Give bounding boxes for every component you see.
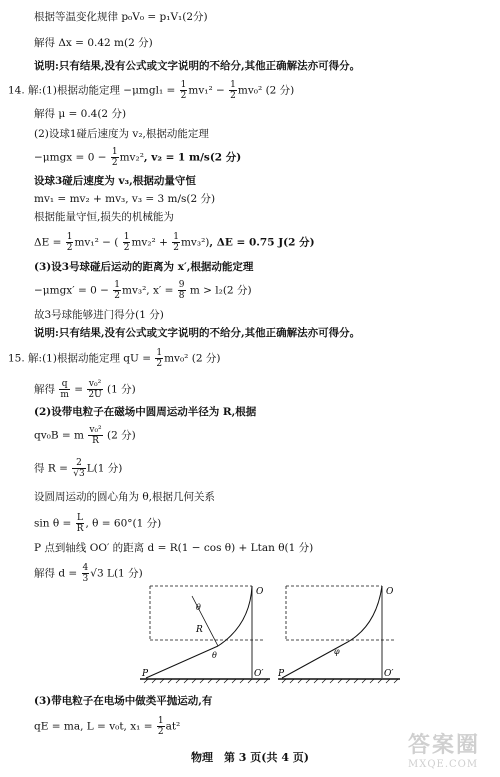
label-o: O bbox=[256, 587, 264, 597]
expr-x-eq: , x′ = bbox=[146, 284, 174, 297]
q15-line-1-suffix: (2 分) bbox=[191, 352, 221, 365]
q15-line-1 bbox=[8, 348, 220, 369]
frac-half-h bbox=[155, 348, 163, 369]
frac-num: 1 bbox=[230, 80, 236, 90]
frac-num: 1 bbox=[114, 280, 120, 290]
q15-line-9-prefix: 解得 d = bbox=[34, 567, 78, 580]
frac-v0sq-over-2u bbox=[87, 379, 102, 400]
frac-den: 2 bbox=[66, 243, 73, 253]
q15-line-9 bbox=[34, 563, 143, 584]
q15-line-1-prefix: 15. 解:(1)根据动能定理 qU = bbox=[8, 352, 151, 365]
label-p: P bbox=[278, 669, 285, 679]
text-note-2: 说明:只有结果,没有公式或文字说明的不给分,其他正确解法亦可得分。 bbox=[34, 327, 361, 339]
frac-half-i bbox=[157, 716, 165, 737]
frac-num: q bbox=[59, 379, 70, 390]
q15-line-8: P 点到轴线 OO′ 的距离 d = R(1 − cos θ) + Ltan θ(1 分) bbox=[34, 542, 314, 554]
frac-num: 2 bbox=[72, 458, 85, 469]
frac-den: 2 bbox=[114, 291, 120, 301]
label-p: P bbox=[142, 669, 149, 679]
q14-line-8-prefix: ΔE = bbox=[34, 236, 62, 249]
page-footer: 物理 第 3 页(共 4 页) bbox=[190, 751, 310, 764]
frac-q-over-m bbox=[59, 379, 70, 400]
frac-den: 8 bbox=[178, 291, 185, 301]
q15-line-10: (3)带电粒子在电场中做类平抛运动,有 bbox=[34, 695, 213, 707]
frac-den: 2 bbox=[173, 243, 179, 253]
q15-line-9-suffix: √3 L(1 分) bbox=[90, 567, 143, 580]
frac-half-a bbox=[180, 80, 188, 101]
frac-num: L bbox=[77, 513, 84, 523]
frac-v0sq-over-r bbox=[88, 425, 102, 446]
expr-mv2sq: mv₂² bbox=[119, 151, 144, 164]
frac-num: 9 bbox=[178, 280, 185, 290]
frac-num: v₀² bbox=[89, 425, 102, 435]
watermark-line-2: MXQE.COM bbox=[408, 759, 479, 770]
q15-line-11 bbox=[34, 716, 180, 737]
frac-num: v₀² bbox=[88, 379, 102, 389]
trajectory-straight bbox=[146, 646, 218, 678]
frac-half-f bbox=[172, 232, 180, 253]
expr-mv2sq: mv₂² bbox=[131, 236, 156, 249]
figure-magnetic-field bbox=[140, 580, 270, 688]
frac-nine-eighths bbox=[178, 280, 186, 301]
watermark-logo bbox=[408, 728, 498, 774]
q14-line-3: (2)设球1碰后速度为 v₂,根据动能定理 bbox=[34, 128, 209, 140]
frac-num: 4 bbox=[82, 563, 89, 573]
frac-den: 2 bbox=[180, 91, 187, 101]
frac-half-d bbox=[66, 232, 74, 253]
frac-half-g bbox=[113, 280, 121, 301]
q15-line-5-prefix: 得 R = bbox=[34, 462, 68, 475]
frac-num: 1 bbox=[123, 232, 130, 242]
frac-den: 2U bbox=[88, 390, 102, 400]
frac-num: 1 bbox=[157, 716, 164, 726]
label-o: O bbox=[386, 587, 394, 597]
q14-line-4-prefix: −μmgx = 0 − bbox=[34, 151, 107, 164]
frac-den: R bbox=[92, 436, 99, 446]
q14-line-8-suffix: , ΔE = 0.75 J(2 分) bbox=[209, 236, 315, 249]
q14-line-10 bbox=[34, 280, 252, 301]
q14-line-1-suffix: (2 分) bbox=[265, 84, 295, 97]
frac-den: 2 bbox=[230, 91, 236, 101]
expr-mv3sq: mv₃² bbox=[180, 236, 206, 249]
frac-den: 2 bbox=[123, 243, 130, 253]
expr-mv1sq: mv₁² bbox=[188, 84, 213, 97]
frac-num: 1 bbox=[111, 147, 118, 157]
frac-l-over-r bbox=[76, 513, 85, 534]
frac-half-c bbox=[111, 147, 119, 168]
label-o-prime: O′ bbox=[254, 669, 264, 679]
expr-mv0sq: mv₀² bbox=[237, 84, 263, 97]
frac-den: 3 bbox=[82, 574, 89, 584]
q14-line-5: 设球3碰后速度为 v₃,根据动量守恒 bbox=[34, 175, 196, 187]
frac-den: 2 bbox=[157, 727, 164, 737]
q14-line-8: ΔE = $\frac{1}{2}$ mv₁² − ( $\frac{1}{2}$ mv₂² + $\frac{1}{2}$ mv₃²), ΔE = 0.75 J(2 分) bbox=[34, 232, 315, 253]
q15-line-7 bbox=[34, 513, 161, 534]
label-theta-bottom: θ bbox=[212, 651, 217, 660]
text-line-result-dx: 解得 Δx = 0.42 m(2 分) bbox=[34, 37, 153, 49]
frac-half-e bbox=[123, 232, 131, 253]
label-theta-top: θ bbox=[196, 603, 201, 612]
q14-line-6: mv₁ = mv₂ + mv₃, v₃ = 3 m/s(2 分) bbox=[34, 193, 216, 205]
q15-line-2-prefix: 解得 bbox=[34, 383, 55, 396]
q14-line-2: 解得 μ = 0.4(2 分) bbox=[34, 108, 127, 120]
expr-mv1sq: mv₁² bbox=[74, 236, 99, 249]
q15-line-4-suffix: (2 分) bbox=[107, 429, 136, 442]
q14-line-9: (3)设3号球碰后运动的距离为 x′,根据动能定理 bbox=[34, 261, 254, 273]
watermark-line-1: 答案圈 bbox=[408, 732, 481, 758]
q15-line-11-prefix: qE = ma, L = v₀t, x₁ = bbox=[34, 720, 153, 733]
q14-line-4-suffix: , v₂ = 1 m/s(2 分) bbox=[143, 151, 242, 164]
trajectory-parabola bbox=[344, 586, 382, 644]
q15-line-4-prefix: qv₀B = m bbox=[34, 429, 85, 442]
frac-den: 2 bbox=[156, 359, 163, 369]
frac-num: 1 bbox=[66, 232, 73, 242]
frac-den: √3 bbox=[73, 469, 85, 479]
q15-line-2-suffix: (1 分) bbox=[107, 383, 136, 396]
q15-line-2: 解得 $\frac{q}{m}$ = $\frac{\text{v₀²}}{2U}$ (1 分) bbox=[34, 379, 136, 400]
text-line-isothermal: 根据等温变化规律 p₀V₀ = p₁V₁(2分) bbox=[34, 11, 208, 23]
q15-line-11-suffix: at² bbox=[165, 720, 181, 733]
q15-line-3: (2)设带电粒子在磁场中圆周运动半径为 R,根据 bbox=[34, 406, 257, 418]
q14-line-7: 根据能量守恒,损失的机械能为 bbox=[34, 211, 174, 223]
frac-den: m bbox=[60, 390, 69, 400]
label-o-prime: O′ bbox=[384, 669, 394, 679]
expr-mv3sq: mv₃² bbox=[121, 284, 147, 297]
q15-line-7-suffix: , θ = 60°(1 分) bbox=[85, 517, 162, 530]
trajectory-arc bbox=[218, 586, 252, 646]
q15-line-7-prefix: sin θ = bbox=[34, 517, 72, 530]
q15-line-5 bbox=[34, 458, 122, 479]
text-note-1: 说明:只有结果,没有公式或文字说明的不给分,其他正确解法亦可得分。 bbox=[34, 60, 361, 72]
expr-mv0sq: mv₀² bbox=[164, 352, 189, 365]
q14-line-10-suffix: m > l₂(2 分) bbox=[189, 284, 252, 297]
frac-num: 1 bbox=[173, 232, 179, 242]
label-phi: φ bbox=[334, 647, 340, 656]
q15-line-4 bbox=[34, 425, 136, 446]
label-radius: R bbox=[196, 625, 203, 635]
q14-line-4 bbox=[34, 147, 241, 168]
q15-line-5-suffix: L(1 分) bbox=[86, 462, 123, 475]
frac-half-b bbox=[229, 80, 237, 101]
frac-2-over-sqrt3 bbox=[72, 458, 85, 479]
frac-den: 2 bbox=[111, 158, 118, 168]
frac-den: R bbox=[76, 524, 84, 534]
q14-line-10-prefix: −μmgx′ = 0 − bbox=[34, 284, 109, 297]
q14-line-1-prefix: 14. 解:(1)根据动能定理 −μmgl₁ = bbox=[8, 84, 176, 97]
q14-line-11: 故3号球能够进门得分(1 分) bbox=[34, 309, 164, 321]
q14-line-1: 14. 解:(1)根据动能定理 −μmgl₁ = $\frac{1}{2}$ mv₁² − $\frac{1}{2}$ mv₀² (2 分) bbox=[8, 80, 295, 101]
frac-4-over-3 bbox=[82, 563, 90, 584]
figure-electric-field bbox=[278, 580, 400, 688]
frac-num: 1 bbox=[156, 348, 163, 358]
frac-num: 1 bbox=[180, 80, 187, 90]
q15-line-6: 设圆周运动的圆心角为 θ,根据几何关系 bbox=[34, 491, 215, 503]
